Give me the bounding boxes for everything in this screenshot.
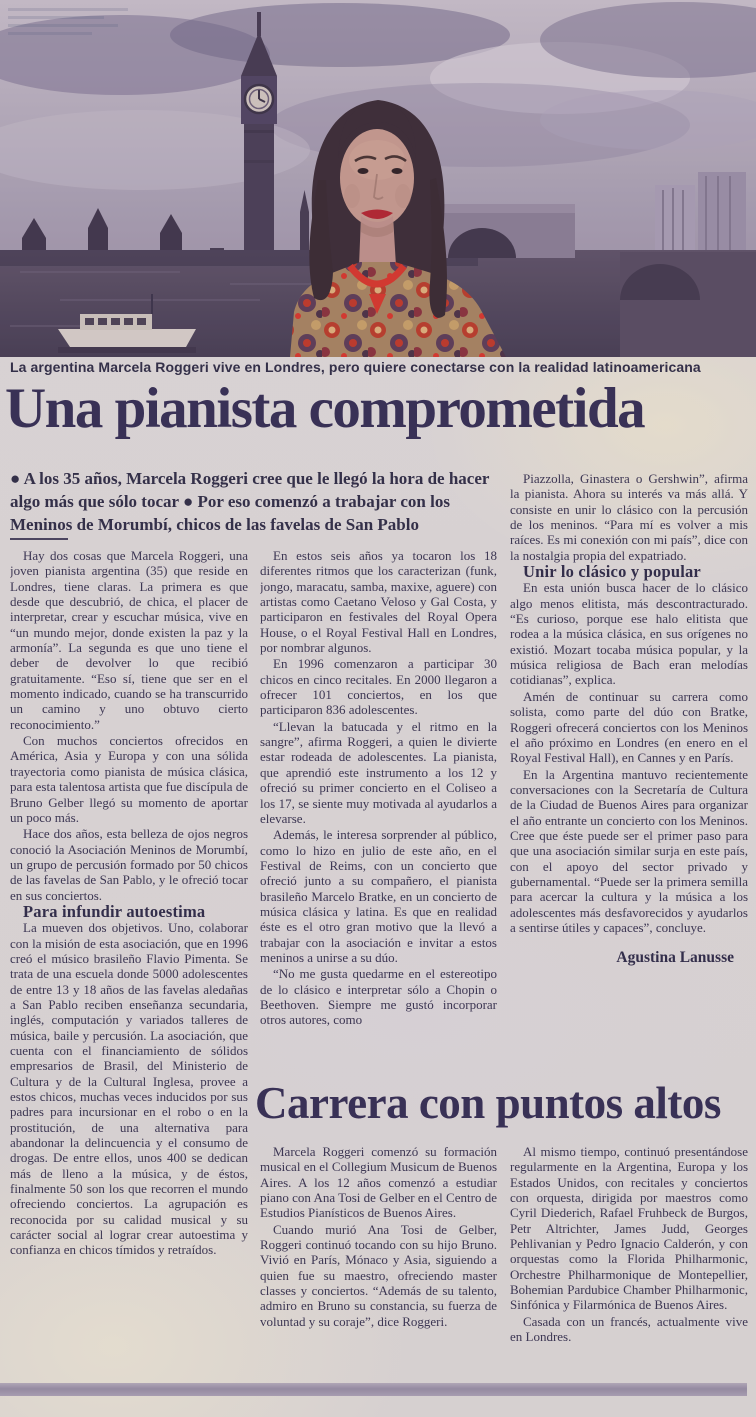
paragraph: En estos seis años ya tocaron los 18 diferentes ritmos que los caracterizan (funk, jongo, maracatu, samba, maxixe, aguere) con artistas como Caetano Veloso y Gal Costa, y participaron en festivales del Royal Opera House, o el Royal Festival Hall en Londres, por nombrar algunos. (260, 548, 497, 656)
author-byline: Agustina Lanusse (616, 949, 734, 967)
photo-tint-overlay (0, 0, 756, 357)
paragraph: Al mismo tiempo, continuó presentándose regularmente en la Argentina, Europa y los Estados Unidos, con recitales y conciertos con orquesta, dirigida por maestros como Cyril Diederich, Rafael Fruhbeck de Burgos, Petr Altrichter, James Judd, Georges Pehlivanian y Pedro Ignacio Calderón, y con orquestas como la Florida Philharmonic, Orchestre Philharmonique de Montepellier, Bohemian Pardubice Chamber Philharmonic, Sinfónica y Filarmónica de Buenos Aires. (510, 1144, 748, 1313)
article1-column-1 (10, 548, 248, 1380)
article1-column-3 (510, 471, 748, 1067)
paragraph: “Llevan la batucada y el ritmo en la sangre”, afirma Roggeri, a quien le divierte estar rodeada de adolescentes. La pianista, que aprendió este instrumento a los 12 y ofreció su primer concierto en el Coliseo a los 17, se siente muy motivada al ayudarlos a elevarse. (260, 718, 497, 826)
paragraph: Amén de continuar su carrera como solista, como parte del dúo con Bratke, Roggeri ofrecerá conciertos con los Meninos el año próximo en Londres (en enero en el Royal Festival Hall), en Cannes y en París. (510, 688, 748, 766)
paragraph: Hace dos años, esta belleza de ojos negros conoció la Asociación Meninos de Morumbí, un grupo de percusión formado por 50 chicos de las favelas de San Pablo, y le ofreció tocar en sus conciertos. (10, 826, 248, 903)
article-photo (0, 0, 756, 357)
paragraph: Con muchos conciertos ofrecidos en América, Asia y Europa y con una sólida trayectoria como pianista de música clásica, para esta talentosa artista que fue discípula de Bruno Gelber llegó su momento de aportar un poco más. (10, 733, 248, 825)
paragraph: Hay dos cosas que Marcela Roggeri, una joven pianista argentina (35) que reside en Londres, tiene claras. La primera es que desde que descubrió, de chica, el placer de interpretar, crear y escuchar música, vive en “un mundo mejor, donde existen la paz y la armonía”. La segunda es que uno tiene el deber de devolver lo que recibió gratuitamente. “Eso sí, tiene que ser en el momento indicado, cuando se ha transcurrido un camino y uno obtuvo cierto reconocimiento.” (10, 548, 248, 732)
paragraph: Piazzolla, Ginastera o Gershwin”, afirma la pianista. Ahora su interés va más allá. Y consiste en unir lo clásico con la percusión de los meninos. “Para mí es volver a mis raíces. Es mi conexión con mi país”, dice con la nostalgia propia del expatriado. (510, 471, 748, 563)
subhead-para-infundir-autoestima: Para infundir autoestima (23, 901, 206, 921)
paragraph: En la Argentina mantuvo recientemente conversaciones con la Secretaría de Cultura de la Ciudad de Buenos Aires para organizar el año entrante un concierto con los Meninos. Cree que éste puede ser el primer paso para que una asociación similar surja en este país, con el apoyo del sector privado y gubernamental. “Puede ser la primera semilla para acercar la cultura y la música a los adolescentes más desfavorecidos y ayudarlos a sentirse útiles y capaces”, concluye. (510, 766, 748, 935)
article2-column-2 (510, 1144, 748, 1384)
paragraph: “No me gusta quedarme en el estereotipo de lo clásico e interpretar sólo a Chopin o Beethoven. Siempre me gustó incorporar otros autores, como (260, 966, 497, 1028)
paragraph: Además, le interesa sorprender al público, como lo hizo en julio de este año, en el Festival de Reims, con un concierto que ofreció junto a su compañero, el pianista brasileño Marcelo Bratke, en un concierto de música clásica y latina. Es que en realidad éste es el otro gran motivo que la llevó a trabajar con la asociación e invitar a estos meninos a unirse a su dúo. (260, 827, 497, 965)
article2-column-1 (260, 1144, 497, 1384)
paragraph: Cuando murió Ana Tosi de Gelber, Roggeri continuó tocando con su hijo Bruno. Vivió en París, Mónaco y Asia, siguiendo a quien fue su maestro, ofreciendo master classes y conciertos. “Además de su talento, admiro en Bruno su constancia, su fuerza de voluntad y su coraje”, dice Roggeri. (260, 1221, 497, 1329)
paragraph: En esta unión busca hacer de lo clásico algo menos elitista, más descontracturado. “Es curioso, porque ese halo elitista que rodea a la música clásica, en sus orígenes no existió. Mozart tocaba música popular, y la música religiosa de Bach eran melodías cotidianas”, explica. (510, 580, 748, 688)
paragraph: En 1996 comenzaron a participar 30 chicos en cinco recitales. En 2000 llegaron a ofrecer 101 conciertos, en los que participaron 836 adolescentes. (260, 656, 497, 718)
paragraph: Marcela Roggeri comenzó su formación musical en el Collegium Musicum de Buenos Aires. A los 12 años comenzó a estudiar piano con Ana Tosi de Gelber en el Centro de Estudios Pianísticos de Buenos Aires. (260, 1144, 497, 1221)
lead-paragraph: ● A los 35 años, Marcela Roggeri cree que le llegó la hora de hacer algo más que sólo tocar ● Por eso comenzó a trabajar con los Meninos de Morumbí, chicos de las favelas de San Pablo (10, 469, 490, 534)
photo-caption: La argentina Marcela Roggeri vive en Londres, pero quiere conectarse con la realidad latinoamericana (10, 359, 701, 375)
subhead-unir-lo-clasico-y-popular: Unir lo clásico y popular (523, 562, 701, 582)
second-article-headline: Carrera con puntos altos (255, 1078, 721, 1128)
main-headline: Una pianista comprometida (5, 377, 645, 440)
bottom-rule-bar (0, 1383, 747, 1396)
article1-column-2 (260, 548, 497, 1082)
london-photo-illustration (0, 0, 756, 357)
paragraph: La mueven dos objetivos. Uno, colaborar con la misión de esta asociación, que en 1996 creó el músico brasileño Flavio Pimenta. Se trata de una escuela donde 5000 adolescentes de entre 13 y 18 años de las favelas aledañas a San Pablo reciben enseñanza secundaria, inglés, computación y variados talleres de música, baile y percusión. La asociación, que cuenta con el financiamiento de sólidos empresarios de Brasil, del Ministerio de Cultura y de la Cultural Inglesa, provee a estos chicos, muchas veces inducidos por sus padres para incursionar en el robo o en la prostitución, de una alternativa para abandonar la delincuencia y el consumo de drogas. De entre ellos, unos 400 se dedican más de lleno a la música, y de éstos, finalmente 50 son los que recorren el mundo ofreciendo conciertos. La agrupación es reconocida por su calidad musical y su carácter social al lograr crear autoestima y confianza en chicos tímidos y retraídos. (10, 920, 248, 1258)
lead-divider-rule (10, 538, 68, 540)
paragraph: Casada con un francés, actualmente vive en Londres. (510, 1313, 748, 1345)
